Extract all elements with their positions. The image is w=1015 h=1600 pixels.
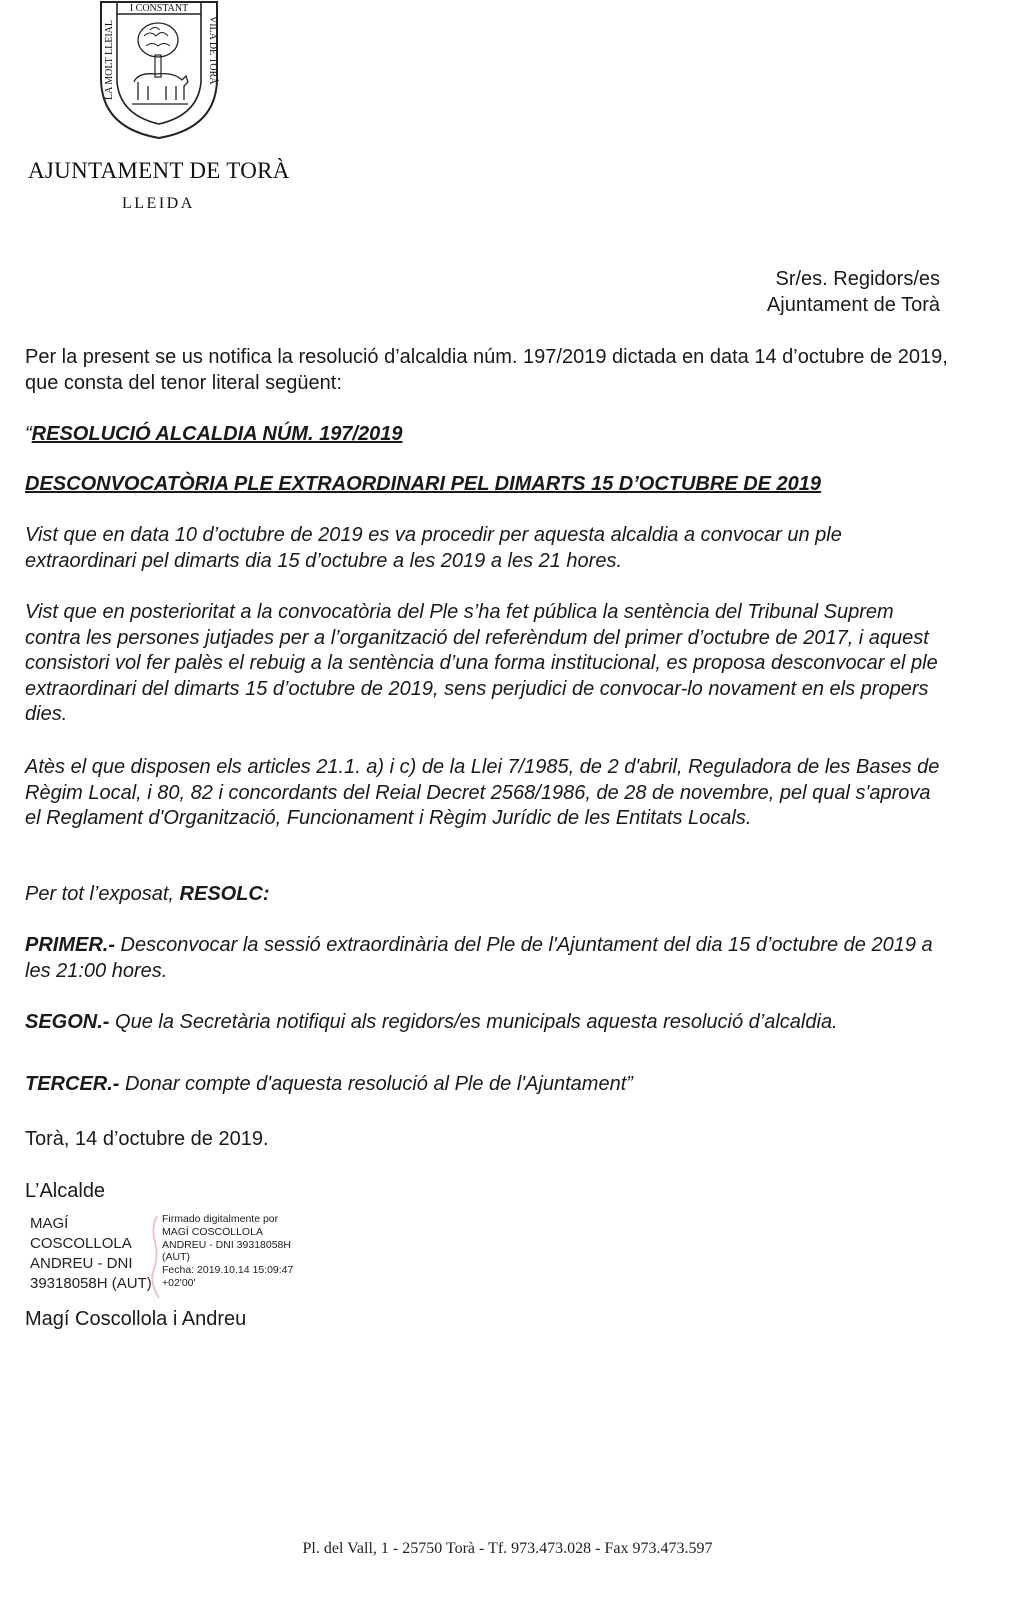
- paragraph-2: Vist que en posterioritat a la convocatòria del Ple s’ha fet pública la sentència del Tribunal Suprem contra les persones jutjades per a l’organització del referèndum del primer d’octubre de 2017, i aquest consistori vol fer palès el rebuig a la sentència d’una forma institucional, es proposa desconvocar el ple extraordinari del dimarts 15 d’octubre de 2019, sens perjudici de convocar-lo novament en els propers dies.: [25, 601, 938, 725]
- signature-info-block: [162, 1213, 293, 1290]
- signature-name-line: ANDREU - DNI: [30, 1255, 133, 1272]
- resolution-subject-text: DESCONVOCATÒRIA PLE EXTRAORDINARI PEL DIMARTS 15 D’OCTUBRE DE 2019: [25, 473, 822, 495]
- organization-name: AJUNTAMENT DE TORÀ: [28, 158, 290, 183]
- segon-text: Que la Secretària notifiqui als regidors/es municipals aquesta resolució d’alcaldia.: [109, 1011, 838, 1033]
- signer-role: L’Alcalde: [25, 1180, 106, 1202]
- signature-info-line: +02'00': [162, 1276, 196, 1289]
- seal-text-right: VILA DE TORÀ: [207, 16, 218, 85]
- place-date: Torà, 14 d’octubre de 2019.: [25, 1128, 269, 1150]
- signature-name-line: COSCOLLOLA: [30, 1235, 132, 1252]
- primer-text: Desconvocar la sessió extraordinària del Ple de l'Ajuntament del dia 15 d’octubre de 2019 a les 21:00 hores.: [25, 934, 933, 982]
- segon-clause: [25, 1010, 950, 1036]
- signature-info-line: ANDREU - DNI 39318058H: [162, 1238, 291, 1251]
- signature-name-line: 39318058H (AUT): [30, 1275, 152, 1292]
- tercer-clause: [25, 1072, 950, 1098]
- signer-name: Magí Coscollola i Andreu: [25, 1308, 247, 1330]
- resolc-keyword: RESOLC:: [179, 883, 270, 905]
- paragraph-1: Vist que en data 10 d’octubre de 2019 es va procedir per aquesta alcaldia a convocar un ple extraordinari pel dimarts dia 15 d’octubre a les 2019 a les 21 hores.: [25, 524, 842, 572]
- signature-info-line: (AUT): [162, 1251, 190, 1264]
- open-quote: “: [25, 423, 32, 445]
- seal-text-top: I CONSTANT: [129, 3, 189, 14]
- resolution-title: [25, 422, 950, 448]
- signature-info-line: Fecha: 2019.10.14 15:09:47: [162, 1264, 294, 1277]
- signature-info-line: Firmado digitalmente por: [162, 1213, 279, 1225]
- paragraph-3: Atès el que disposen els articles 21.1. a) i c) de la Llei 7/1985, de 2 d'abril, Reguladora de les Bases de Règim Local, i 80, 82 i concordants del Reial Decret 2568/1986, de 28 de novembre, pel qual s'aprova el Reglament d'Organització, Funcionament i Règim Jurídic de les Entitats Locals.: [25, 756, 940, 829]
- intro-paragraph: Per la present se us notifica la resolució d’alcaldia núm. 197/2019 dictada en data 14 d’octubre de 2019, que consta del tenor literal següent:: [25, 346, 948, 394]
- footer-address: Pl. del Vall, 1 - 25750 Torà - Tf. 973.473.028 - Fax 973.473.597: [302, 1540, 713, 1557]
- resolution-subject: [25, 472, 950, 498]
- segon-label: SEGON.-: [25, 1011, 110, 1033]
- signature-name-line: MAGÍ: [30, 1215, 69, 1232]
- organization-city: LLEIDA: [122, 195, 195, 212]
- tercer-label: TERCER.-: [25, 1073, 120, 1095]
- resolc-line: [25, 882, 950, 908]
- signature-name-block: [30, 1214, 152, 1294]
- primer-clause: [25, 933, 950, 984]
- recipient-line-2: Ajuntament de Torà: [766, 294, 940, 316]
- municipal-seal-logo: [98, 0, 220, 140]
- recipient-line-1: Sr/es. Regidors/es: [775, 268, 940, 290]
- primer-label: PRIMER.-: [25, 934, 115, 956]
- signature-info-line: MAGÍ COSCOLLOLA: [162, 1225, 263, 1238]
- tercer-text: Donar compte d'aquesta resolució al Ple de l'Ajuntament”: [119, 1073, 633, 1095]
- seal-text-left: LA MOLT LLEIAL: [104, 20, 115, 100]
- resolc-prefix: Per tot l’exposat,: [25, 883, 180, 905]
- resolution-title-text: RESOLUCIÓ ALCALDIA NÚM. 197/2019: [31, 423, 403, 445]
